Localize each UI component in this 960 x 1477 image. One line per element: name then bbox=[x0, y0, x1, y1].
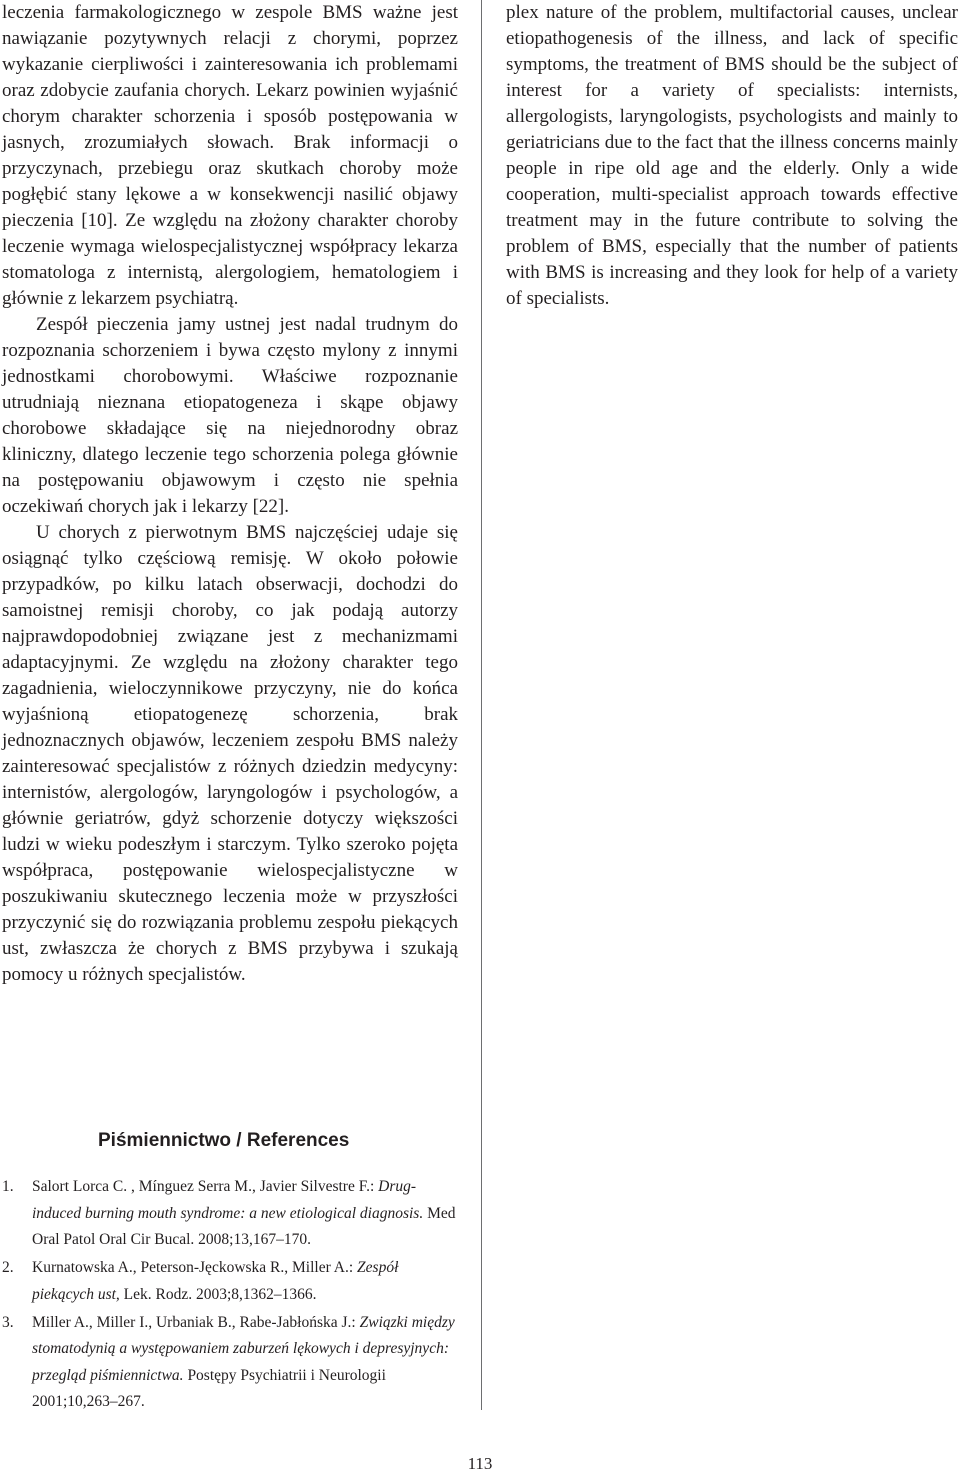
reference-title: Drug-induced burning mouth syndrome: a new etiological diagnosis. bbox=[32, 1178, 424, 1222]
left-column-text bbox=[2, 0, 458, 988]
reference-source: Postępy Psychiatrii i Neurologii 2001;10,263–267. bbox=[32, 1366, 386, 1410]
reference-authors: Kurnatowska A., Peterson-Jęckowska R., Miller A.: bbox=[32, 1259, 358, 1276]
body-paragraph: plex nature of the problem, multifactorial causes, unclear etiopathogenesis of the illness, and lack of specific symptoms, the treatment of BMS should be the subject of interest for a variety of specialists: internists, allergologists, laryngologists, psychologists and mainly to geriatricians due to the fact that the illness concerns mainly people in ripe old age and the elderly. Only a wide cooperation, multi-specialist approach towards effective treatment may in the future contribute to solving the problem of BMS, especially that the number of patients with BMS is increasing and they look for help of a variety of specialists. bbox=[506, 2, 958, 309]
reference-item bbox=[2, 1255, 458, 1308]
column-divider bbox=[481, 0, 482, 1410]
body-paragraph: U chorych z pierwotnym BMS najczęściej udaje się osiągnąć tylko częściową remisję. W około połowie przypadków, po kilku latach obserwacji, dochodzi do samoistnej remisji choroby, co jak podają autorzy najprawdopodobniej związane jest z mechanizmami adaptacyjnymi. Ze względu na złożony charakter tego zagadnienia, wieloczynnikowe przyczyny, nie do końca wyjaśnioną etiopatogenezę schorzenia, brak jednoznacznych objawów, leczeniem zespołu BMS należy zainteresować specjalistów z różnych dziedzin medycyny: internistów, alergologów, laryngologów i psychologów, a głównie geriatrów, gdyż schorzenie dotyczy większości ludzi w wieku podeszłym i starczym. Tylko szeroko pojęta współpraca, postępowanie wielospecjalistyczne w poszukiwaniu skutecznego leczenia może w przyszłości przyczynić się do rozwiązania problemu zespołu piekących ust, zwłaszcza że chorych z BMS przybywa i szukają pomocy u różnych specjalistów. bbox=[2, 522, 458, 985]
reference-source: Med Oral Patol Oral Cir Bucal. 2008;13,167–170. bbox=[32, 1204, 456, 1248]
reference-authors: Salort Lorca C. , Mínguez Serra M., Javier Silvestre F.: bbox=[32, 1178, 379, 1195]
reference-source: Lek. Rodz. 2003;8,1362–1366. bbox=[119, 1285, 317, 1303]
reference-authors: Miller A., Miller I., Urbaniak B., Rabe-Jabłońska J.: bbox=[32, 1313, 360, 1331]
body-paragraph: Zespół pieczenia jamy ustnej jest nadal trudnym do rozpoznania schorzeniem i bywa często mylony z innymi jednostkami chorobowymi. Właściwe rozpoznanie utrudniają nieznana etiopatogeneza i skąpe objawy chorobowe składające się na niejednorodny obraz kliniczny, dlatego leczenie tego schorzenia polega głównie na postępowaniu objawowym i często nie spełnia oczekiwań chorych jak i lekarzy [22]. bbox=[2, 314, 458, 517]
references-heading: Piśmiennictwo / References bbox=[98, 1130, 350, 1151]
reference-item bbox=[2, 1310, 458, 1416]
reference-list bbox=[2, 1174, 458, 1417]
reference-item bbox=[2, 1174, 458, 1254]
reference-title: Zespół piekących ust, bbox=[32, 1259, 399, 1303]
body-paragraph: leczenia farmakologicznego w zespole BMS ważne jest nawiązanie pozytywnych relacji z chorymi, poprzez wykazanie cierpliwości i zainteresowania ich problemami oraz zdobycie zaufania chorych. Lekarz powinien wyjaśnić chorym charakter schorzenia i sposób postępowania w jasnych, zrozumiałych słowach. Brak informacji o przyczynach, przebiegu oraz skutkach choroby może pogłębić stany lękowe a w konsekwencji nasilić objawy pieczenia [10]. Ze względu na złożony charakter choroby leczenie wymaga wielospecjalistycznej współpracy lekarza stomatologa z internistą, alergologiem, hematologiem i głównie z lekarzem psychiatrą. bbox=[2, 2, 458, 309]
page-number: 113 bbox=[467, 1454, 493, 1473]
reference-number: 2. bbox=[2, 1259, 14, 1276]
right-column-text bbox=[506, 0, 958, 312]
reference-number: 1. bbox=[2, 1178, 14, 1195]
reference-title: Związki między stomatodynią a występowaniem zaburzeń lękowych i depresyjnych: przegląd piśmiennictwa. bbox=[32, 1313, 455, 1384]
reference-number: 3. bbox=[2, 1313, 14, 1331]
